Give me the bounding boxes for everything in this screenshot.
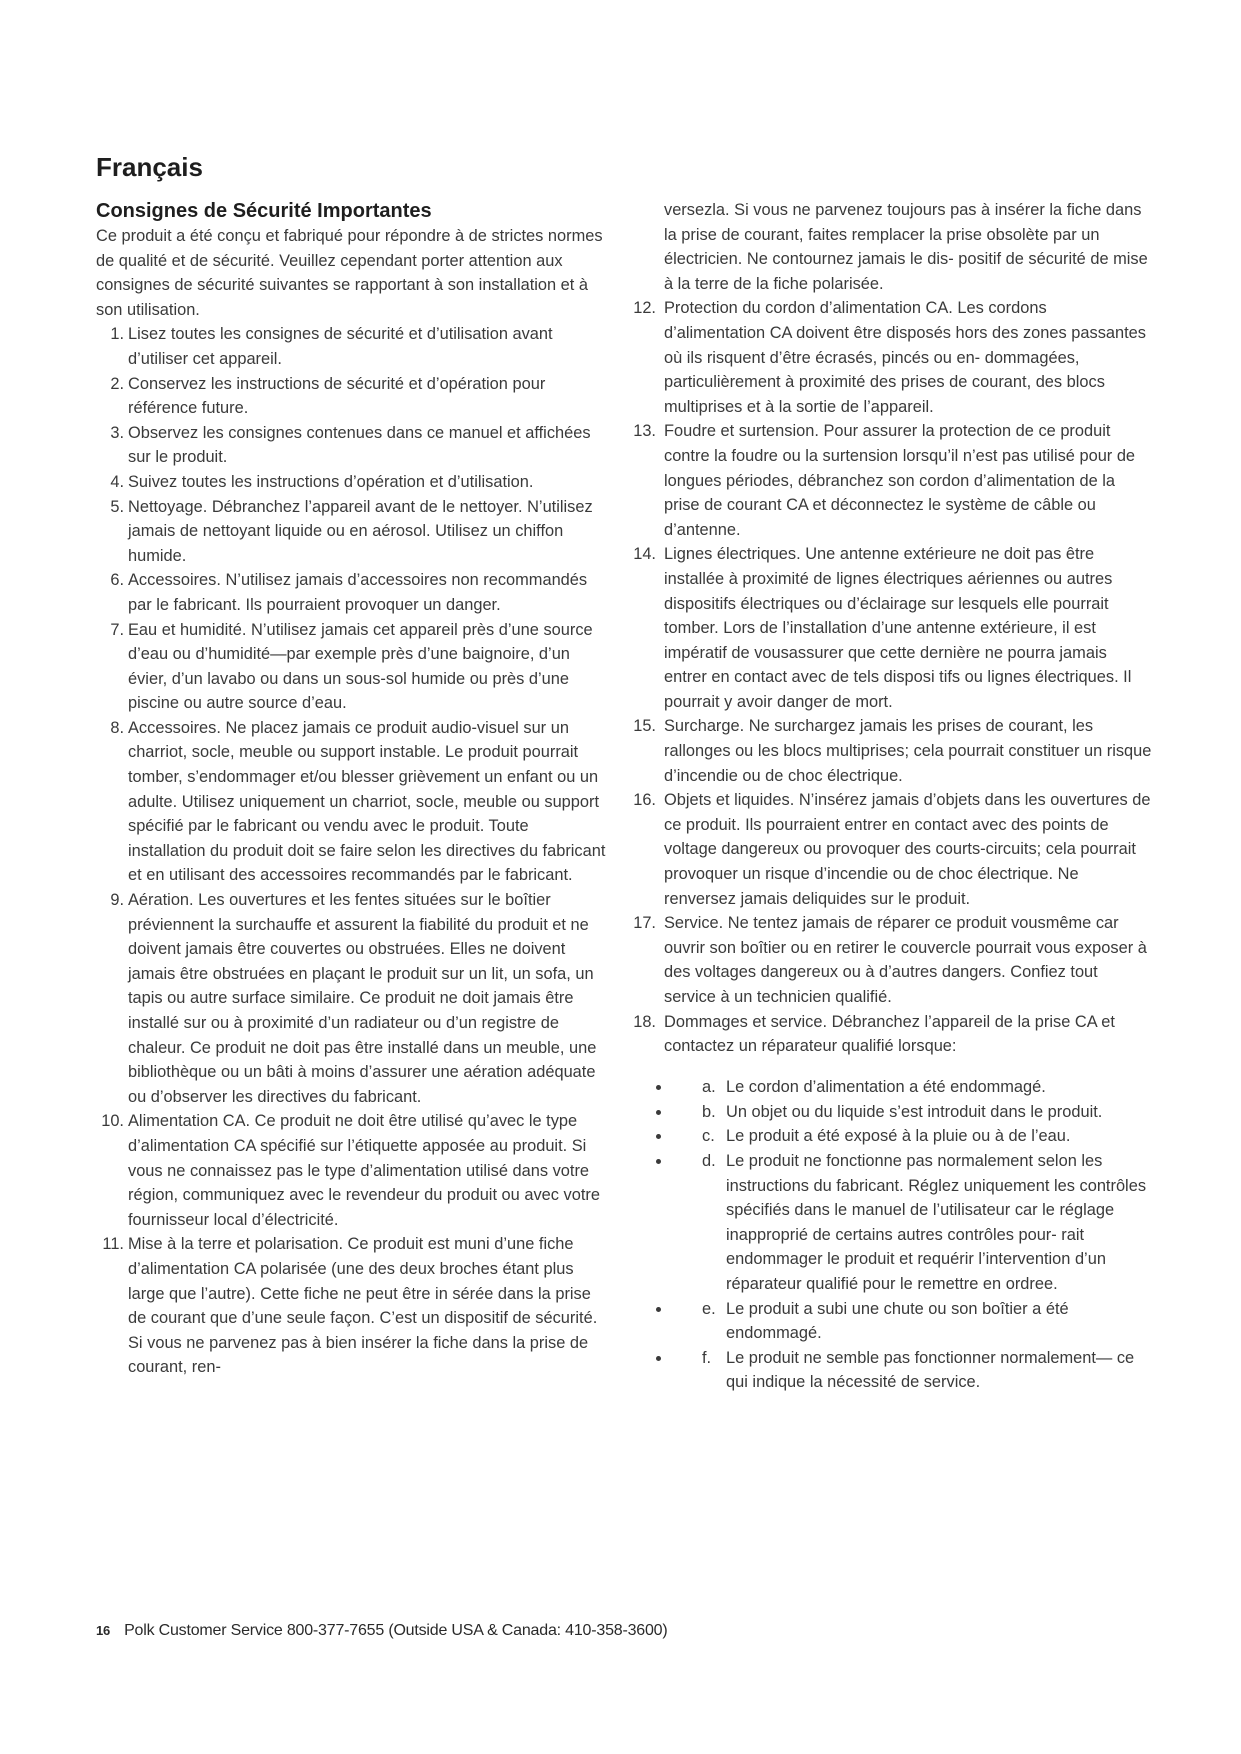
sub-item-text: Le produit ne semble pas fonctionner normalement— ce qui indique la nécessité de service. — [726, 1348, 1135, 1392]
item-text: Alimentation CA. Ce produit ne doit être utilisé qu’avec le type d’alimentation CA spécifié sur l’étiquette apposée au produit. Si vous ne connaissez pas le type d’alimentation utilisé dans votre région, communiquez avec le revendeur du produit ou avec votre fournisseur local d’électricité. — [128, 1112, 600, 1229]
list-item — [96, 568, 606, 617]
list-item — [632, 419, 1152, 542]
list-item — [632, 788, 1152, 911]
sub-item-letter: • e. — [702, 1299, 716, 1318]
item-number: 18. — [633, 1012, 656, 1031]
item-number: 4. — [110, 472, 124, 491]
item-number: 1. — [110, 325, 124, 344]
list-item — [96, 372, 606, 421]
list-item — [96, 421, 606, 470]
item-text: Conservez les instructions de sécurité et d’opération pour référence future. — [128, 374, 546, 418]
item-text: Objets et liquides. N’insérez jamais d’objets dans les ouvertures de ce produit. Ils pourraient entrer en contact avec des points de voltage dangereux ou provoquer des courts-circuits; cela pourrait provoquer un risque d’incendie ou de choc électrique. Ne renversez jamais deliquides sur le produit. — [664, 791, 1151, 908]
item-text: Surcharge. Ne surchargez jamais les prises de courant, les rallonges ou les blocs multiprises; cela pourrait constituer un risque d’incendie ou de choc électrique. — [664, 717, 1152, 785]
continued-text: versezla. Si vous ne parvenez toujours pas à insérer la fiche dans la prise de courant, faites remplacer la prise obsolète par un électricien. Ne contournez jamais le dis- positif de sécurité de mise à la terre de la fiche polarisée. — [664, 201, 1148, 293]
sub-list-item — [672, 1100, 1152, 1125]
sub-item-letter: • d. — [702, 1151, 716, 1170]
safety-list-right — [632, 296, 1152, 1058]
list-item — [96, 322, 606, 371]
sub-item-letter: • f. — [702, 1348, 712, 1367]
language-heading: Français — [96, 152, 203, 182]
item-number: 7. — [110, 620, 124, 639]
item-number: 9. — [110, 891, 124, 910]
list-item — [96, 470, 606, 495]
page-number: 16 — [96, 1623, 111, 1638]
item-text: Mise à la terre et polarisation. Ce produit est muni d’une fiche d’alimentation CA polarisée (une des deux broches étant plus large que l’autre). Cette fiche ne peut être in sérée dans la prise de courant que d’une seule façon. C’est un dispositif de sécurité. Si vous ne parvenez pas à bien insérer la fiche dans la prise de courant, ren- — [128, 1235, 598, 1377]
left-column — [96, 198, 606, 1380]
item-text: Observez les consignes contenues dans ce manuel et affichées sur le produit. — [128, 423, 591, 467]
item-number: 14. — [633, 545, 656, 564]
item-number: 5. — [110, 497, 124, 516]
item-text: Foudre et surtension. Pour assurer la protection de ce produit contre la foudre ou la surtension lorsqu’il n’est pas utilisé pour de longues périodes, débranchez son cordon d’alimentation de la prise de courant CA et déconnectez le système de câble ou d’antenne. — [664, 422, 1136, 539]
item-text: Suivez toutes les instructions d’opération et d’utilisation. — [128, 472, 534, 491]
list-item — [96, 618, 606, 716]
sub-list-item — [672, 1149, 1152, 1297]
sub-item-letter: • a. — [702, 1078, 716, 1097]
item-text: Protection du cordon d’alimentation CA. Les cordons d’alimentation CA doivent être disposés hors des zones passantes où ils risquent d’être écrasés, pincés ou en- dommagées, particulièrement à proximité des prises de courant, des blocs multiprises et à la sortie de l’appareil. — [664, 299, 1146, 416]
item-number: 2. — [110, 374, 124, 393]
list-item — [632, 911, 1152, 1009]
damage-sublist — [632, 1075, 1152, 1395]
item-text: Lignes électriques. Une antenne extérieure ne doit pas être installée à proximité de lignes électriques aériennes ou autres dispositifs électriques ou d’éclairage sur lesquels elle pourrait tomber. Lors de l’installation d’une antenne extérieure, il est impératif de vousassurer que cette dernière ne pourra jamais entrer en contact avec de tels disposi tifs ou lignes électriques. Il pourrait y avoir danger de mort. — [664, 545, 1132, 711]
sub-item-text: Le produit a été exposé à la pluie ou à de l’eau. — [726, 1127, 1071, 1146]
item-text: Dommages et service. Débranchez l’appareil de la prise CA et contactez un réparateur qualifié lorsque: — [664, 1012, 1115, 1056]
item-text: Service. Ne tentez jamais de réparer ce produit vousmême car ouvrir son boîtier ou en retirer le couvercle pourrait vous exposer à des voltages dangereux ou à d’autres dangers. Confiez tout service à un technicien qualifié. — [664, 914, 1147, 1006]
list-item — [632, 714, 1152, 788]
list-item — [632, 296, 1152, 419]
safety-list-left — [96, 322, 606, 1380]
item-number: 10. — [101, 1112, 124, 1131]
list-item — [96, 1109, 606, 1232]
item-text: Nettoyage. Débranchez l’appareil avant de le nettoyer. N’utilisez jamais de nettoyant liquide ou en aérosol. Utilisez un chiffon humide. — [128, 497, 593, 565]
item-text: Accessoires. Ne placez jamais ce produit audio-visuel sur un charriot, socle, meuble ou support instable. Le produit pourrait tomber, s’endommager et/ou blesser grièvement un enfant ou un adulte. Utilisez uniquement un charriot, socle, meuble ou support spécifié par le fabricant ou vendu avec le produit. Toute installation du produit doit se faire selon les directives du fabricant et en utilisant des accessoires recommandés par le fabricant. — [128, 718, 606, 885]
customer-service-line: Polk Customer Service 800-377-7655 (Outside USA & Canada: 410-358-3600) — [124, 1622, 668, 1639]
item-number: 8. — [110, 718, 124, 737]
section-title: Consignes de Sécurité Importantes — [96, 200, 432, 222]
list-item — [96, 716, 606, 888]
item-number: 6. — [110, 571, 124, 590]
item-number: 13. — [633, 422, 656, 441]
sub-item-text: Un objet ou du liquide s’est introduit dans le produit. — [726, 1102, 1103, 1121]
item-text: Eau et humidité. N’utilisez jamais cet appareil près d’une source d’eau ou d’humidité—par exemple près d’une baignoire, d’un évier, d’un lavabo ou dans un sous-sol humide ou près d’une piscine ou autre source d’eau. — [128, 620, 593, 713]
item-number: 3. — [110, 423, 124, 442]
list-item — [632, 1010, 1152, 1059]
sub-item-letter: • c. — [702, 1127, 715, 1146]
item-text: Aération. Les ouvertures et les fentes situées sur le boîtier préviennent la surchauffe et assurent la fiabilité du produit et ne doivent jamais être couvertes ou obstruées. Elles ne doivent jamais être obstruées en plaçant le produit sur un lit, un sofa, un tapis ou autre surface similaire. Ce produit ne doit jamais être installé sur ou à proximité d’un radiateur ou d’un registre de chaleur. Ce produit ne doit pas être installé dans un meuble, une bibliothèque ou un bâti à moins d’assurer une aération adéquate ou d’observer les directives du fabricant. — [128, 891, 597, 1106]
list-item — [96, 495, 606, 569]
intro-paragraph: Ce produit a été conçu et fabriqué pour répondre à de strictes normes de qualité et de sécurité. Veuillez cependant porter attention aux consignes de sécurité suivantes se rapportant à son installation et à son utilisation. — [96, 227, 603, 319]
sub-list-item — [672, 1297, 1152, 1346]
page-footer — [96, 1622, 668, 1640]
item-number: 15. — [633, 717, 656, 736]
item-number: 16. — [633, 791, 656, 810]
sub-list-item — [672, 1124, 1152, 1149]
list-item — [96, 888, 606, 1109]
right-column — [632, 198, 1152, 1411]
sub-list-item — [672, 1075, 1152, 1100]
item-text: Accessoires. N’utilisez jamais d’accessoires non recommandés par le fabricant. Ils pourraient provoquer un danger. — [128, 571, 588, 614]
item-number: 11. — [102, 1235, 124, 1254]
item-text: Lisez toutes les consignes de sécurité et d’utilisation avant d’utiliser cet appareil. — [128, 325, 553, 368]
list-item — [96, 1232, 606, 1380]
sub-item-letter: • b. — [702, 1102, 716, 1121]
sub-item-text: Le produit ne fonctionne pas normalement selon les instructions du fabricant. Réglez uniquement les contrôles spécifiés dans le manuel de l’utilisateur car le réglage inapproprié de certains autres contrôles pour- rait endommager le produit et requérir l’intervention d’un réparateur qualifié pour le remettre en ordree. — [726, 1151, 1147, 1293]
item-number: 17. — [633, 914, 656, 933]
list-item — [632, 542, 1152, 714]
sub-item-text: Le cordon d’alimentation a été endommagé. — [726, 1078, 1046, 1097]
sub-item-text: Le produit a subi une chute ou son boîtier a été endommagé. — [726, 1299, 1069, 1343]
sub-list-item — [672, 1346, 1152, 1395]
item-number: 12. — [633, 299, 656, 318]
